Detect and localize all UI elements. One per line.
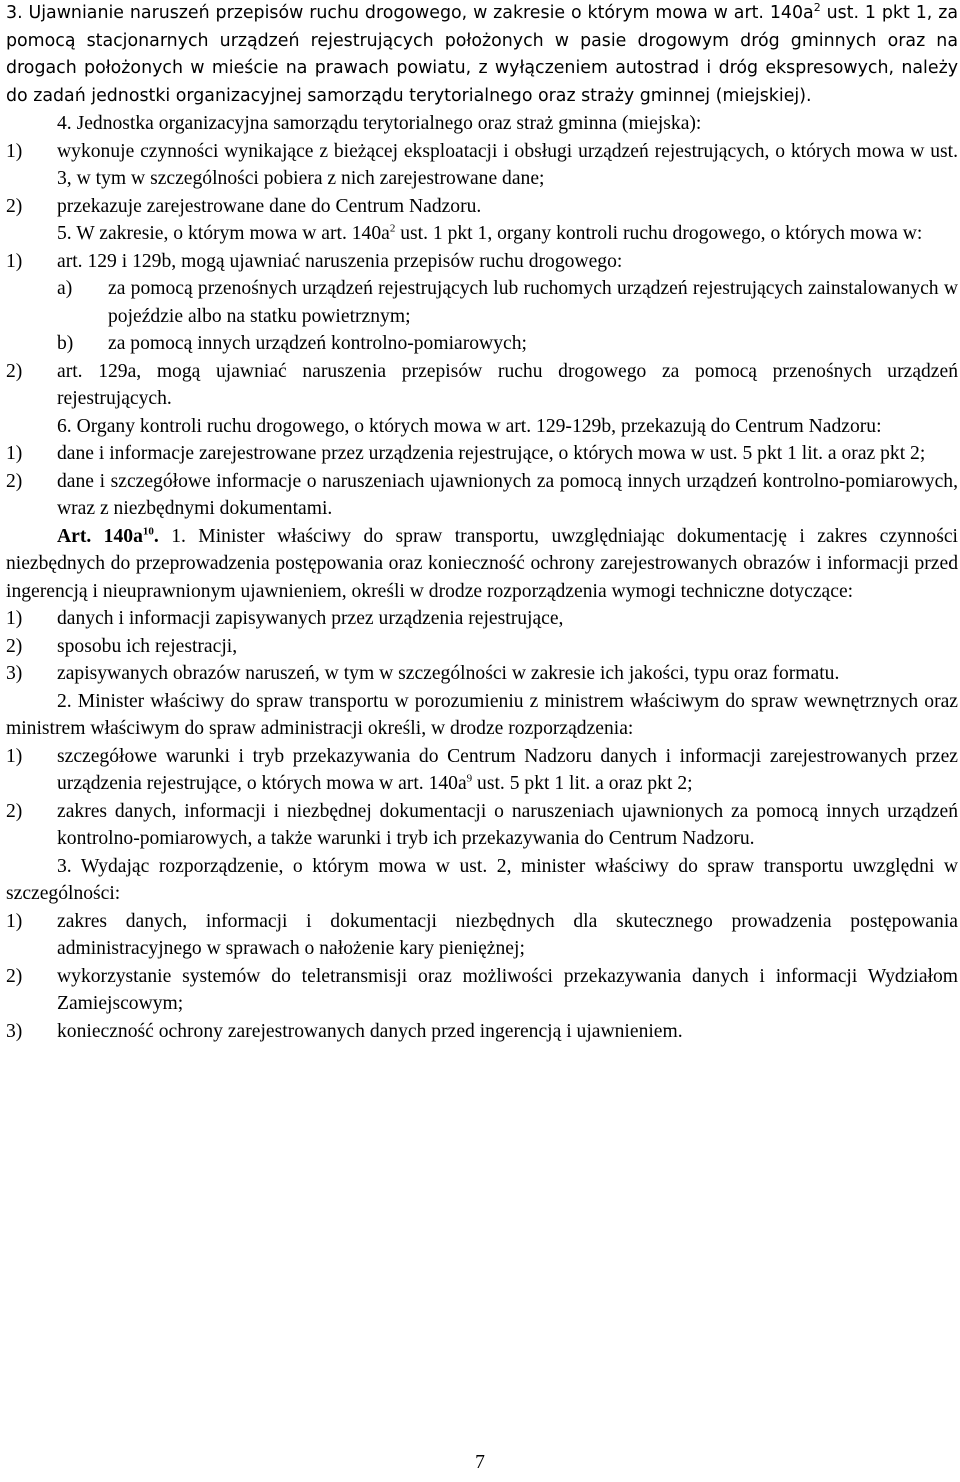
paragraph-3-text: 3. Ujawnianie naruszeń przepisów ruchu drogowego, w zakresie o którym mowa w art. 140a [6, 3, 814, 23]
list-number: 2) [6, 635, 23, 657]
list-number: 1) [6, 250, 23, 272]
paragraph-4: 4. Jednostka organizacyjna samorządu terytorialnego oraz straż gminna (miejska): [57, 113, 702, 134]
sub-list-item [6, 330, 958, 358]
list-item-text: zakres danych, informacji i niezbędnej dokumentacji o naruszeniach ujawnionych za pomocą innych urządzeń kontrolno-pomiarowych, a także warunki i tryb ich przekazywania do Centrum Nadzoru. [57, 800, 958, 849]
list-item [6, 633, 958, 661]
list-item-text: dane i szczegółowe informacje o naruszeniach ujawnionych za pomocą innych urządzeń kontrolno-pomiarowych, wraz z niezbędnymi dokumentami. [57, 470, 958, 519]
list-item [6, 440, 958, 468]
list-item-text: wykonuje czynności wynikające z bieżącej eksploatacji i obsługi urządzeń rejestrujących, o których mowa w ust. 3, w tym w szczególności pobiera z nich zarejestrowane dane; [57, 140, 958, 189]
document-page [6, 0, 958, 1045]
list-number: 1) [6, 608, 23, 629]
list-item-text: danych i informacji zapisywanych przez urządzenia rejestrujące, [57, 608, 564, 629]
list-item [6, 358, 958, 413]
page-number: 7 [475, 1452, 485, 1473]
paragraph-6: 6. Organy kontroli ruchu drogowego, o których mowa w art. 129-129b, przekazują do Centrum Nadzoru: [57, 415, 882, 437]
list-item-text: zakres danych, informacji i dokumentacji niezbędnych dla skutecznego prowadzenia postępowania administracyjnego w sprawach o nałożenie kary pieniężnej; [57, 910, 958, 959]
paragraph-5-text: 5. W zakresie, o którym mowa w art. 140a [57, 223, 390, 244]
list-item-text: szczegółowe warunki i tryb przekazywania do Centrum Nadzoru danych i informacji zarejestrowanych przez urządzenia rejestrujące, o których mowa w art. 140a [57, 745, 958, 794]
list-number: 1) [6, 140, 23, 162]
paragraph-5-text-cont: ust. 1 pkt 1, organy kontroli ruchu drogowego, o których mowa w: [395, 223, 923, 244]
list-item-text-cont: ust. 5 pkt 1 lit. a oraz pkt 2; [472, 773, 693, 794]
list-number: 1) [6, 910, 23, 932]
paragraph-3 [6, 0, 958, 110]
list-item-text: zapisywanych obrazów naruszeń, w tym w szczególności w zakresie ich jakości, typu oraz formatu. [57, 663, 840, 684]
sub-list-item-text: za pomocą innych urządzeń kontrolno-pomiarowych; [108, 333, 527, 354]
sub-list-letter: b) [57, 333, 74, 354]
article-paragraph-3: 3. Wydając rozporządzenie, o którym mowa w ust. 2, minister właściwy do spraw transportu uwzględni w szczególności: [6, 855, 958, 904]
list-item [6, 908, 958, 963]
list-item-text: przekazuje zarejestrowane dane do Centrum Nadzoru. [57, 195, 482, 217]
article-superscript: 10 [142, 524, 154, 537]
paragraph-3-text-cont: ust. 1 pkt 1, za pomocą stacjonarnych urządzeń rejestrujących położonych w pasie drogowym dróg gminnych oraz na drogach położonych w mieście na prawach powiatu, z wyłączeniem autostrad i dróg ekspresowych, należy do zadań jednostki organizacyjnej samorządu terytorialnego oraz straży gminnej (miejskiej). [6, 3, 958, 106]
superscript: 9 [466, 772, 473, 785]
list-item [6, 743, 958, 798]
superscript: 2 [389, 222, 396, 235]
list-item-text: wykorzystanie systemów do teletransmisji oraz możliwości przekazywania danych i informacji Wydziałom Zamiejscowym; [57, 965, 958, 1014]
list-item [6, 193, 958, 221]
list-item-text: art. 129a, mogą ujawniać naruszenia przepisów ruchu drogowego za pomocą przenośnych urządzeń rejestrujących. [57, 360, 958, 409]
list-item-text: konieczność ochrony zarejestrowanych danych przed ingerencją i ujawnieniem. [57, 1020, 683, 1042]
list-number: 3) [6, 1020, 23, 1042]
article-paragraph-1 [6, 523, 958, 606]
article-label: Art. 140a [57, 525, 143, 547]
paragraph-5 [6, 220, 958, 248]
sub-list-item [6, 275, 958, 330]
list-item [6, 963, 958, 1018]
list-number: 2) [6, 800, 23, 822]
article-dot: . [153, 525, 159, 547]
list-item [6, 248, 958, 276]
sub-list-letter: a) [57, 278, 73, 299]
list-number: 1) [6, 745, 23, 767]
list-item-text: dane i informacje zarejestrowane przez urządzenia rejestrujące, o których mowa w ust. 5 pkt 1 lit. a oraz pkt 2; [57, 443, 926, 464]
list-item [6, 798, 958, 853]
list-item [6, 468, 958, 523]
list-number: 2) [6, 195, 23, 217]
list-item-text: art. 129 i 129b, mogą ujawniać naruszenia przepisów ruchu drogowego: [57, 250, 623, 272]
article-paragraph-1-text: 1. Minister właściwy do spraw transportu, uwzględniając dokumentację i zakres czynności niezbędnych do przeprowadzenia postępowania oraz konieczność ochrony zarejestrowanych obrazów i informacji przed ingerencją i nieuprawnionym ujawnieniem, określi w drodze rozporządzenia wymogi techniczne dotyczące: [6, 525, 958, 602]
list-number: 2) [6, 360, 23, 382]
list-item [6, 138, 958, 193]
list-item [6, 1018, 958, 1046]
sub-list-item-text: za pomocą przenośnych urządzeń rejestrujących lub ruchomych urządzeń rejestrujących zainstalowanych w pojeździe albo na statku powietrznym; [108, 278, 958, 327]
list-item-text: sposobu ich rejestracji, [57, 635, 238, 657]
list-number: 2) [6, 470, 23, 492]
list-number: 3) [6, 663, 23, 684]
list-item [6, 605, 958, 633]
list-number: 1) [6, 443, 23, 464]
superscript: 2 [813, 1, 821, 15]
list-item [6, 660, 958, 688]
article-paragraph-2: 2. Minister właściwy do spraw transportu w porozumieniu z ministrem właściwym do spraw wewnętrznych oraz ministrem właściwym do spraw administracji określi, w drodze rozporządzenia: [6, 690, 958, 739]
list-number: 2) [6, 965, 23, 987]
